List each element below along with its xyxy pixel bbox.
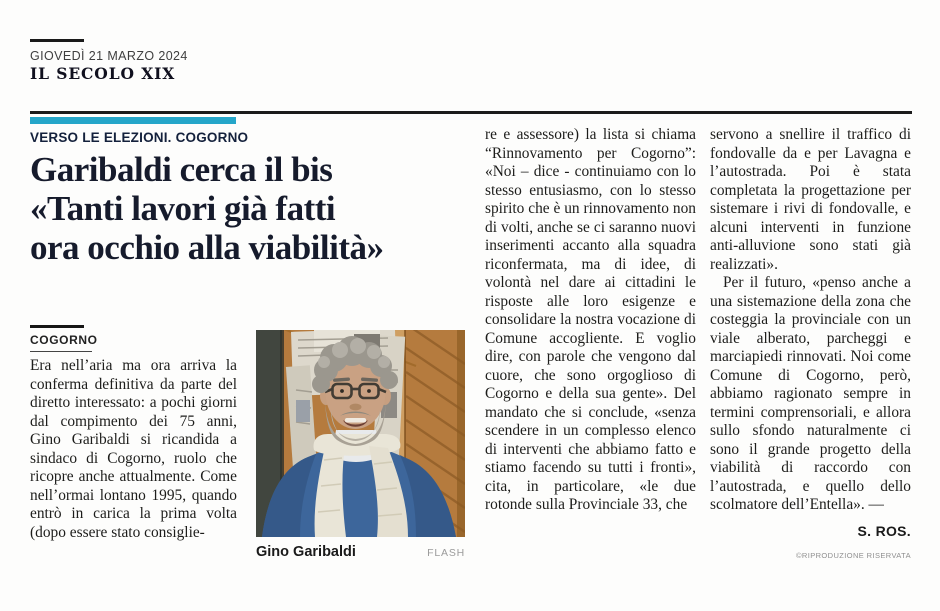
masthead: IL SECOLO XIX [30, 64, 176, 83]
body-column-2: re e assessore) la lista si chiama “Rinnovamento per Cogorno”: «Noi – dice - continuiamo con lo stesso entusiasmo, con lo stesso spirito che è un rinnovamento non di volti, anche se ci saranno nuovi inserimenti accanto alla squadra riconfermata, ma di idee, di volontà nel dare ai cittadini le risposte alle loro esigenze e consolidare la nostra vocazione di Comune accogliente. E voglio dire, con parole che vengono dal cuore, che sono orgoglioso di Cogorno e della sua gente». Del mandato che si conclude, «senza scendere in un complesso elenco di interventi che abbiamo fatto e stiamo facendo su tutti i fronti», cita, in particolare, «le due rotonde sulla Provinciale 33, che [485, 126, 696, 513]
section-accent-bar [30, 117, 236, 124]
location-rule-top [30, 325, 84, 328]
column-3-paragraph-1: servono a snellire il traffico di fondovalle da e per Lavagna e l’autostrada. Poi è stata completata la progettazione per sistemare i rivi di fondovalle, e alcuni interventi in funzione anti-alluvione sono stati già realizzati». [710, 126, 911, 273]
portrait-photo-illustration [256, 330, 465, 537]
photo-caption-row [256, 544, 465, 560]
portrait-photo [256, 330, 465, 537]
body-column-1: Era nell’aria ma ora arriva la conferma definitiva da parte del diretto interessato: a pochi giorni dal compimento dei 75 anni, Gino Garibaldi si ricandida a sindaco di Cogorno, ruolo che ricopre anche attualmente. Come nell’ormai lontano 1995, quando entrò in carica la prima volta (dopo essere stato consiglie- [30, 357, 237, 541]
copyright-notice: ©RIPRODUZIONE RISERVATA [795, 551, 911, 560]
location-tag-block [30, 325, 237, 352]
photo-credit: FLASH [427, 547, 465, 559]
location-rule-bottom [30, 351, 92, 352]
column-3-paragraph-2: Per il futuro, «penso anche a una sistemazione della zona che costeggia la provinciale con un viale alberato, parcheggi e marciapiedi rinnovati. Noi come Comune di Cogorno, però, abbiamo ragionato sempre in termini comprensoriali, e allora sullo sfondo naturalmente ci sono il grande progetto della viabilità di raccordo con l’autostrada, e quello dello scolmatore dell’Entella». — [710, 274, 911, 513]
header-divider-rule [30, 111, 912, 114]
photo-caption: Gino Garibaldi [256, 544, 356, 560]
author-signature: S. ROS. [857, 523, 911, 539]
article-headline [30, 150, 480, 267]
edition-date: GIOVEDÌ 21 MARZO 2024 [30, 49, 188, 63]
headline-line-2: «Tanti lavori già fatti [30, 189, 336, 228]
location-label: COGORNO [30, 333, 98, 347]
header-top-rule [30, 39, 84, 42]
headline-line-3: ora occhio alla viabilità» [30, 228, 384, 267]
headline-line-1: Garibaldi cerca il bis [30, 150, 333, 189]
article-kicker: VERSO LE ELEZIONI. COGORNO [30, 130, 249, 145]
body-column-3 [710, 126, 911, 526]
